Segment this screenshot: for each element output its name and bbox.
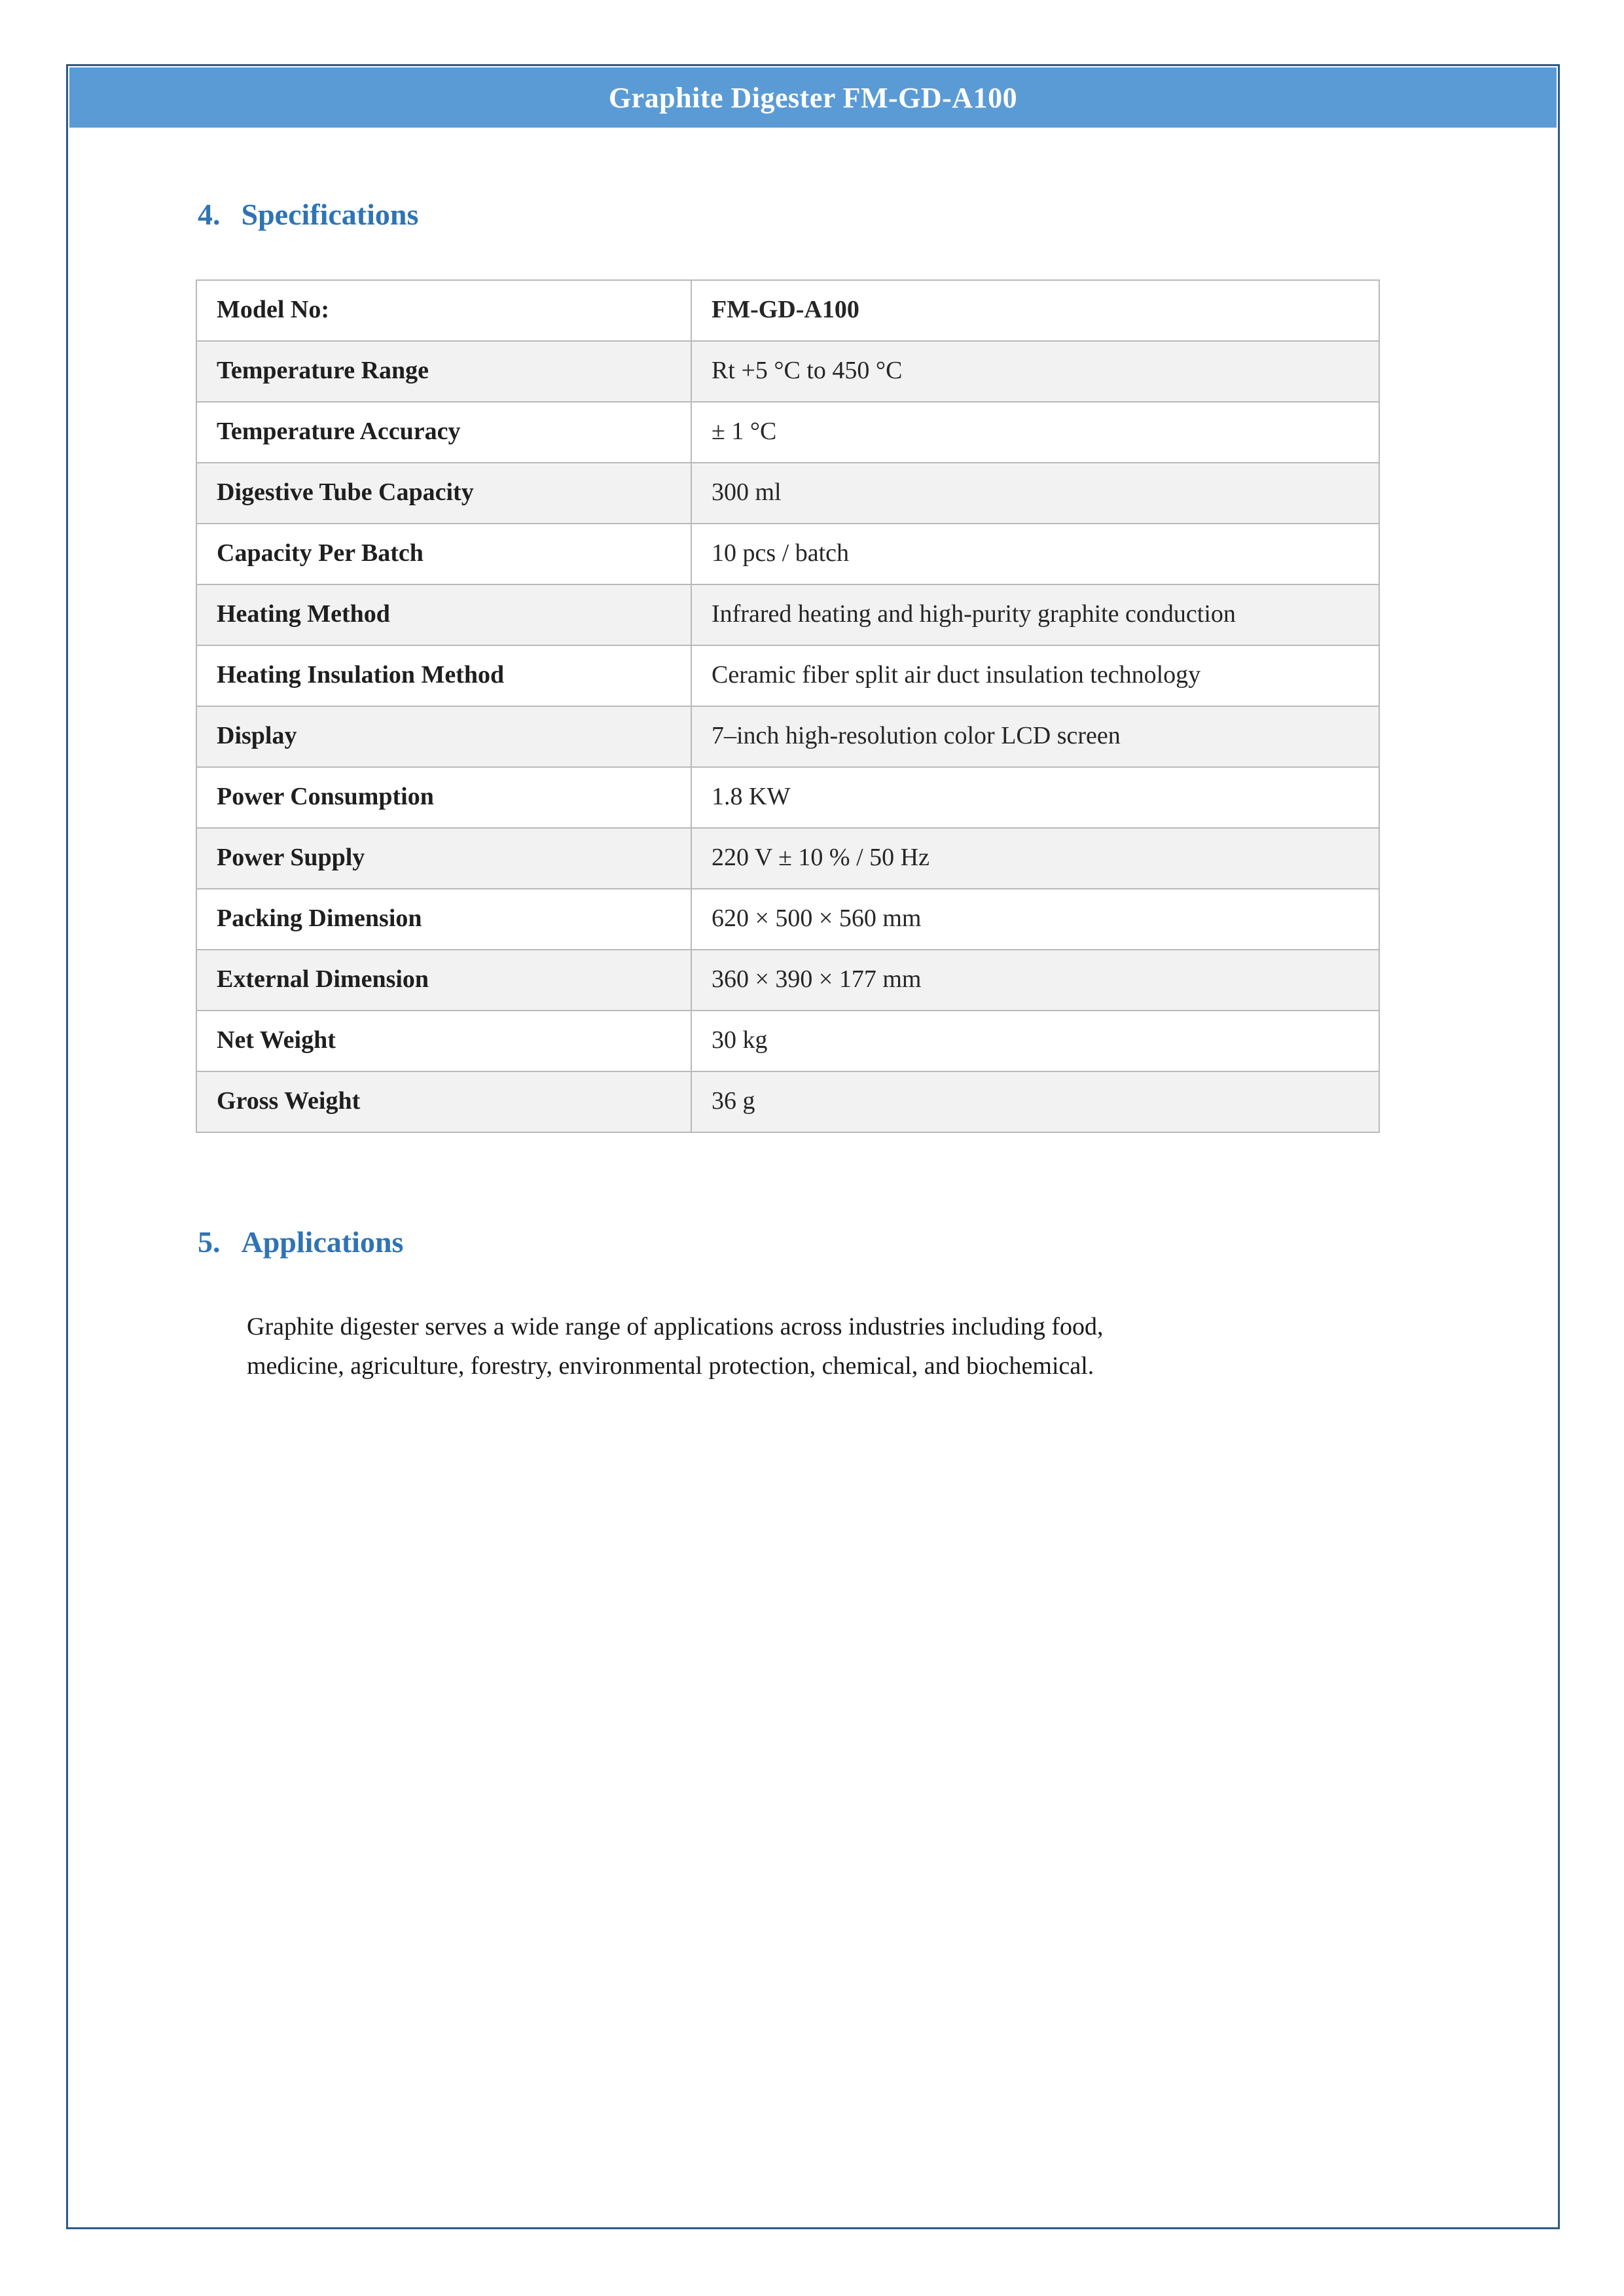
spec-value-cell: 360 × 390 × 177 mm — [691, 950, 1379, 1011]
spec-label-cell: Capacity Per Batch — [196, 524, 691, 584]
spec-label-cell: Packing Dimension — [196, 889, 691, 950]
spec-label-cell: Display — [196, 706, 691, 767]
spec-label-cell: Net Weight — [196, 1011, 691, 1071]
spec-label-cell: Heating Insulation Method — [196, 645, 691, 706]
table-row — [196, 341, 1379, 402]
spec-value-cell: Infrared heating and high-purity graphite conduction — [691, 584, 1379, 645]
section-number: 5. — [198, 1225, 221, 1259]
spec-value-cell: 30 kg — [691, 1011, 1379, 1071]
page-title: Graphite Digester FM-GD-A100 — [608, 81, 1018, 114]
spec-value-cell: FM-GD-A100 — [691, 280, 1379, 341]
spec-label-cell: Power Consumption — [196, 767, 691, 828]
spec-value-cell: 7–inch high-resolution color LCD screen — [691, 706, 1379, 767]
table-row — [196, 524, 1379, 584]
section-heading-specifications — [198, 197, 1558, 232]
spec-label-cell: Gross Weight — [196, 1071, 691, 1132]
applications-paragraph — [247, 1307, 1464, 1386]
spec-value-cell: ± 1 °C — [691, 402, 1379, 463]
spec-table — [196, 279, 1380, 1133]
page-frame — [66, 64, 1560, 2229]
spec-label-cell: Model No: — [196, 280, 691, 341]
spec-value-cell: 300 ml — [691, 463, 1379, 524]
spec-value-cell: 10 pcs / batch — [691, 524, 1379, 584]
table-row — [196, 584, 1379, 645]
spec-value-cell: 620 × 500 × 560 mm — [691, 889, 1379, 950]
table-row — [196, 828, 1379, 889]
spec-value-cell: Ceramic fiber split air duct insulation technology — [691, 645, 1379, 706]
table-row — [196, 402, 1379, 463]
spec-value-cell: 36 g — [691, 1071, 1379, 1132]
title-bar — [69, 67, 1557, 128]
table-row — [196, 889, 1379, 950]
section-title: Specifications — [241, 198, 419, 231]
spec-label-cell: Temperature Range — [196, 341, 691, 402]
spec-label-cell: External Dimension — [196, 950, 691, 1011]
table-row — [196, 1071, 1379, 1132]
section-heading-applications — [198, 1225, 1558, 1260]
table-row — [196, 280, 1379, 341]
spec-label-cell: Temperature Accuracy — [196, 402, 691, 463]
table-row — [196, 767, 1379, 828]
table-row — [196, 706, 1379, 767]
table-row — [196, 1011, 1379, 1071]
spec-value-cell: 220 V ± 10 % / 50 Hz — [691, 828, 1379, 889]
section-title: Applications — [241, 1225, 404, 1259]
spec-label-cell: Heating Method — [196, 584, 691, 645]
table-row — [196, 950, 1379, 1011]
table-row — [196, 463, 1379, 524]
paragraph-line: Graphite digester serves a wide range of applications across industries including food, — [247, 1313, 1104, 1340]
spec-value-cell: 1.8 KW — [691, 767, 1379, 828]
section-number: 4. — [198, 198, 221, 231]
table-row — [196, 645, 1379, 706]
spec-label-cell: Power Supply — [196, 828, 691, 889]
spec-value-cell: Rt +5 °C to 450 °C — [691, 341, 1379, 402]
paragraph-line: medicine, agriculture, forestry, environmental protection, chemical, and biochemical. — [247, 1352, 1094, 1380]
spec-label-cell: Digestive Tube Capacity — [196, 463, 691, 524]
